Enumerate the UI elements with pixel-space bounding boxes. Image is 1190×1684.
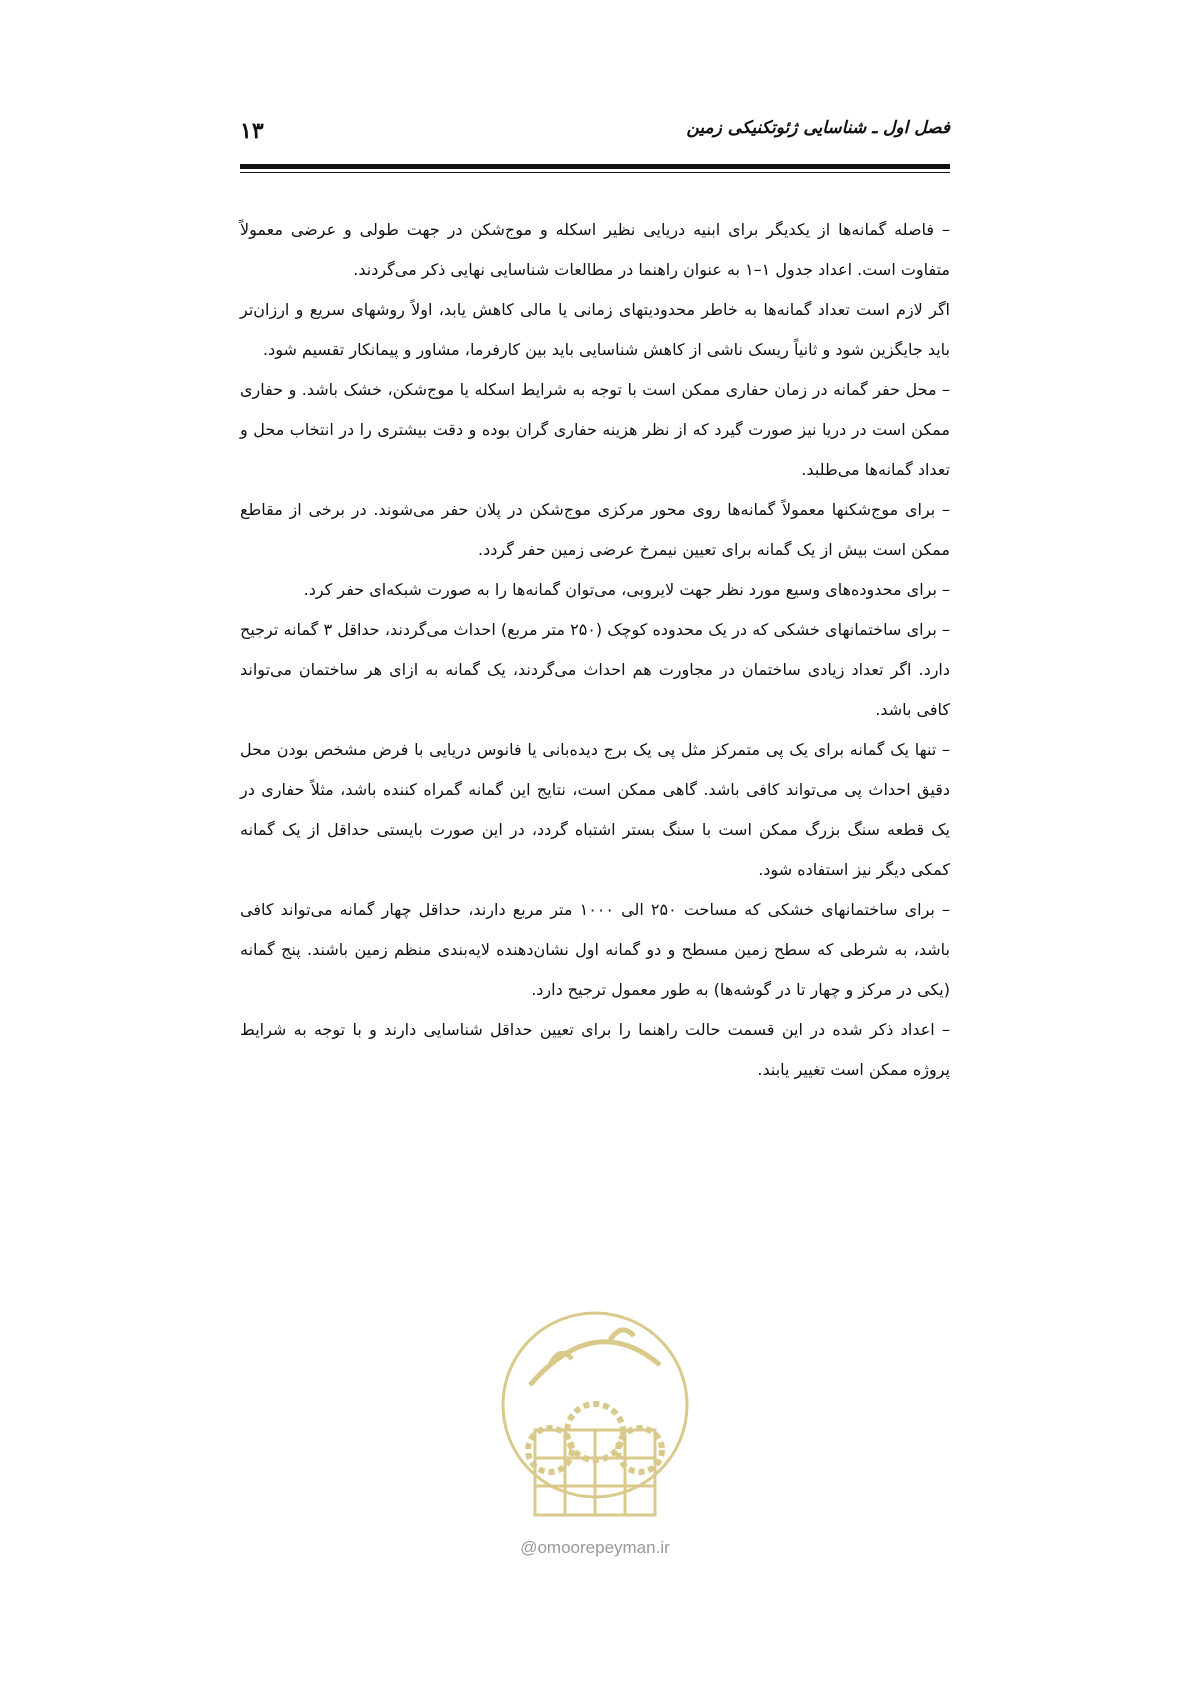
logo-url: @omoorepeyman.ir: [520, 1538, 670, 1557]
watermark-logo: [490, 1290, 700, 1560]
paragraph: – برای ساختمانهای خشکی که مساحت ۲۵۰ الی ۱۰۰۰ متر مربع دارند، حداقل چهار گمانه می‌تواند کافی باشد، به شرطی که سطح زمین مسطح و دو گمانه اول نشان‌دهنده لایه‌بندی منظم زمین باشند. پنج گمانه (یکی در مرکز و چهار تا در گوشه‌ها) به طور معمول ترجیح دارد.: [240, 900, 951, 999]
paragraph: – اعداد ذکر شده در این قسمت حالت راهنما را برای تعیین حداقل شناسایی دارند و با توجه به شرایط پروژه ممکن است تغییر یابند.: [240, 1020, 950, 1079]
chapter-title: فصل اول ـ شناسایی ژئوتکنیکی زمین: [686, 118, 950, 138]
page-header: [240, 118, 950, 150]
paragraph: – محل حفر گمانه در زمان حفاری ممکن است با توجه به شرایط اسکله یا موج‌شکن، خشک باشد. و حفاری ممکن است در دریا نیز صورت گیرد که از نظر هزینه حفاری گران بوده و دقت بیشتری را در انتخاب محل و تعداد گمانه‌ها می‌طلبد.: [240, 380, 950, 479]
paragraph: اگر لازم است تعداد گمانه‌ها به خاطر محدودیتهای زمانی یا مالی کاهش یابد، اولاً روشهای سریع و ارزان‌تر باید جایگزین شود و ثانیاً ریسک ناشی از کاهش شناسایی باید بین کارفرما، مشاور و پیمانکار تقسیم شود.: [240, 300, 950, 359]
logo-emblem-icon: [490, 1290, 700, 1540]
paragraph: – برای موج‌شکنها معمولاً گمانه‌ها روی محور مرکزی موج‌شکن در پلان حفر می‌شوند. در برخی از مقاطع ممکن است بیش از یک گمانه برای تعیین نیمرخ عرضی زمین حفر گردد.: [240, 500, 950, 559]
paragraph: – فاصله گمانه‌ها از یکدیگر برای ابنیه دریایی نظیر اسکله و موج‌شکن در جهت طولی و عرضی معمولاً متفاوت است. اعداد جدول ۱–۱ به عنوان راهنما در مطالعات شناسایی نهایی ذکر می‌گردند.: [240, 220, 950, 279]
paragraph: – برای محدوده‌های وسیع مورد نظر جهت لایروبی، می‌توان گمانه‌ها را به صورت شبکه‌ای حفر کرد.: [303, 580, 950, 599]
header-rule-thick: [240, 164, 950, 169]
header-rule-thin: [240, 172, 950, 173]
body-text: [240, 210, 950, 1090]
paragraph: – برای ساختمانهای خشکی که در یک محدوده کوچک (۲۵۰ متر مربع) احداث می‌گردند، حداقل ۳ گمانه ترجیح دارد. اگر تعداد زیادی ساختمان در مجاورت هم احداث می‌گردند، یک گمانه به ازای هر ساختمان می‌تواند کافی باشد.: [240, 620, 950, 719]
paragraph: – تنها یک گمانه برای یک پی متمرکز مثل پی یک برج دیده‌بانی یا فانوس دریایی با فرض مشخص بودن محل دقیق احداث پی می‌تواند کافی باشد. گاهی ممکن است، نتایج این گمانه گمراه کننده باشد، مثلاً حفاری در یک قطعه سنگ بزرگ ممکن است با سنگ بستر اشتباه گردد، در این صورت بایستی حداقل از یک گمانه کمکی دیگر نیز استفاده شود.: [240, 740, 950, 879]
page-number: ۱۳: [240, 118, 264, 144]
